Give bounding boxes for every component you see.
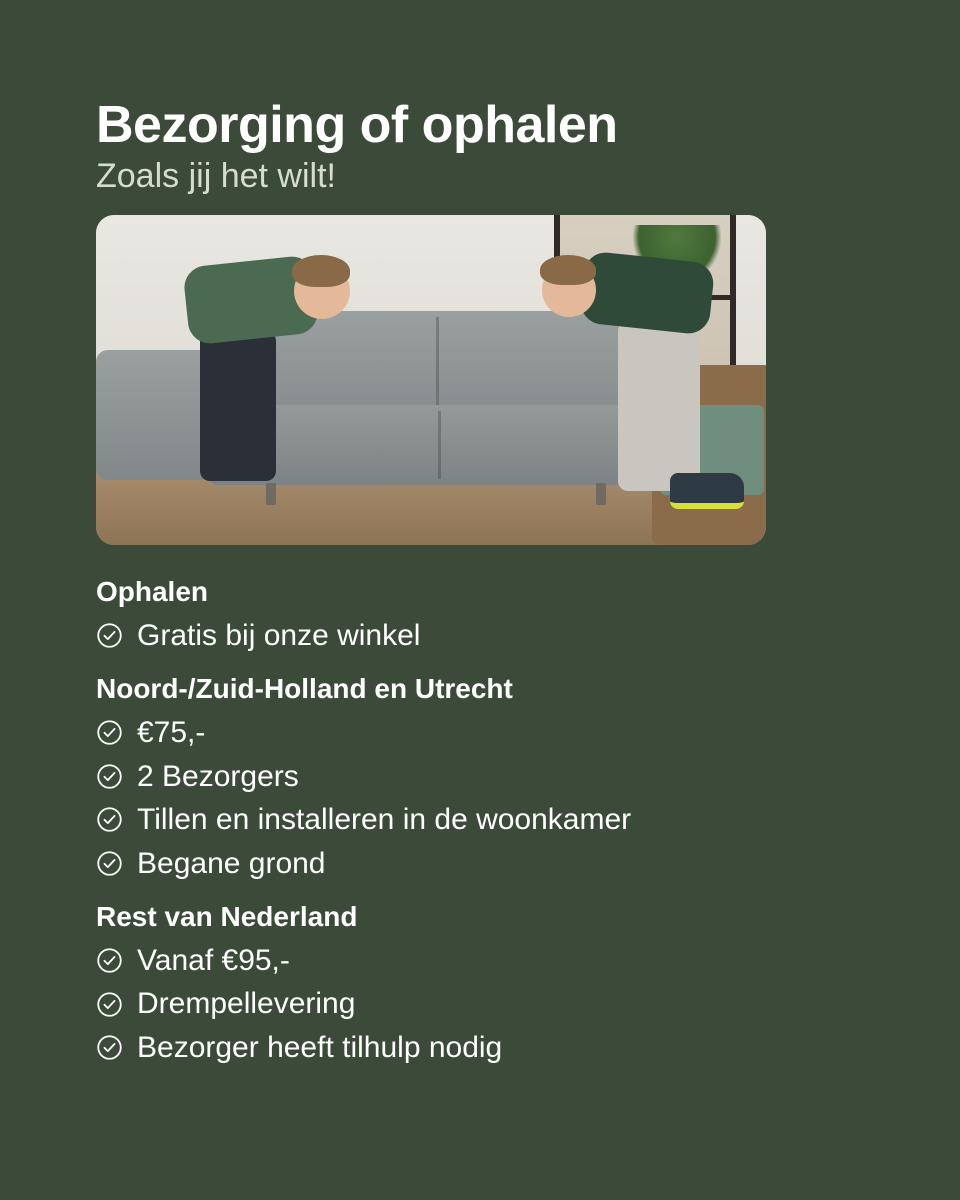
list-item-label: Gratis bij onze winkel: [137, 618, 421, 652]
photo-person-left: [166, 243, 356, 503]
list-item-label: Drempellevering: [137, 987, 356, 1021]
list-item-label: Tillen en installeren in de woonkamer: [137, 803, 632, 837]
page-subtitle: Zoals jij het wilt!: [96, 157, 336, 196]
check-circle-icon: [96, 947, 123, 974]
group-title: Rest van Nederland: [96, 901, 358, 933]
list-item: [96, 845, 864, 883]
list-item-label: 2 Bezorgers: [137, 759, 299, 793]
list-item: [96, 617, 864, 655]
check-circle-icon: [96, 719, 123, 746]
page-title: Bezorging of ophalen: [96, 96, 618, 154]
check-circle-icon: [96, 991, 123, 1018]
list-item: [96, 714, 864, 752]
list-item-label: Vanaf €95,-: [137, 943, 290, 977]
group-title: Ophalen: [96, 576, 209, 608]
list-item-label: Begane grond: [137, 846, 326, 880]
list-item: [96, 942, 864, 980]
header: [96, 0, 864, 197]
check-circle-icon: [96, 1034, 123, 1061]
list-item: [96, 1029, 864, 1067]
check-circle-icon: [96, 622, 123, 649]
check-circle-icon: [96, 850, 123, 877]
options-list: [96, 573, 864, 1066]
check-circle-icon: [96, 806, 123, 833]
list-item-label: Bezorger heeft tilhulp nodig: [137, 1030, 503, 1064]
check-circle-icon: [96, 763, 123, 790]
option-group-pickup: [96, 573, 864, 654]
photo-shoe: [670, 473, 744, 509]
list-item: [96, 758, 864, 796]
delivery-photo: [96, 215, 766, 545]
option-group-randstad: [96, 670, 864, 882]
group-title: Noord-/Zuid-Holland en Utrecht: [96, 673, 513, 705]
list-item: [96, 985, 864, 1023]
option-group-rest-nl: [96, 898, 864, 1066]
list-item-label: €75,-: [137, 716, 206, 750]
list-item: [96, 801, 864, 839]
